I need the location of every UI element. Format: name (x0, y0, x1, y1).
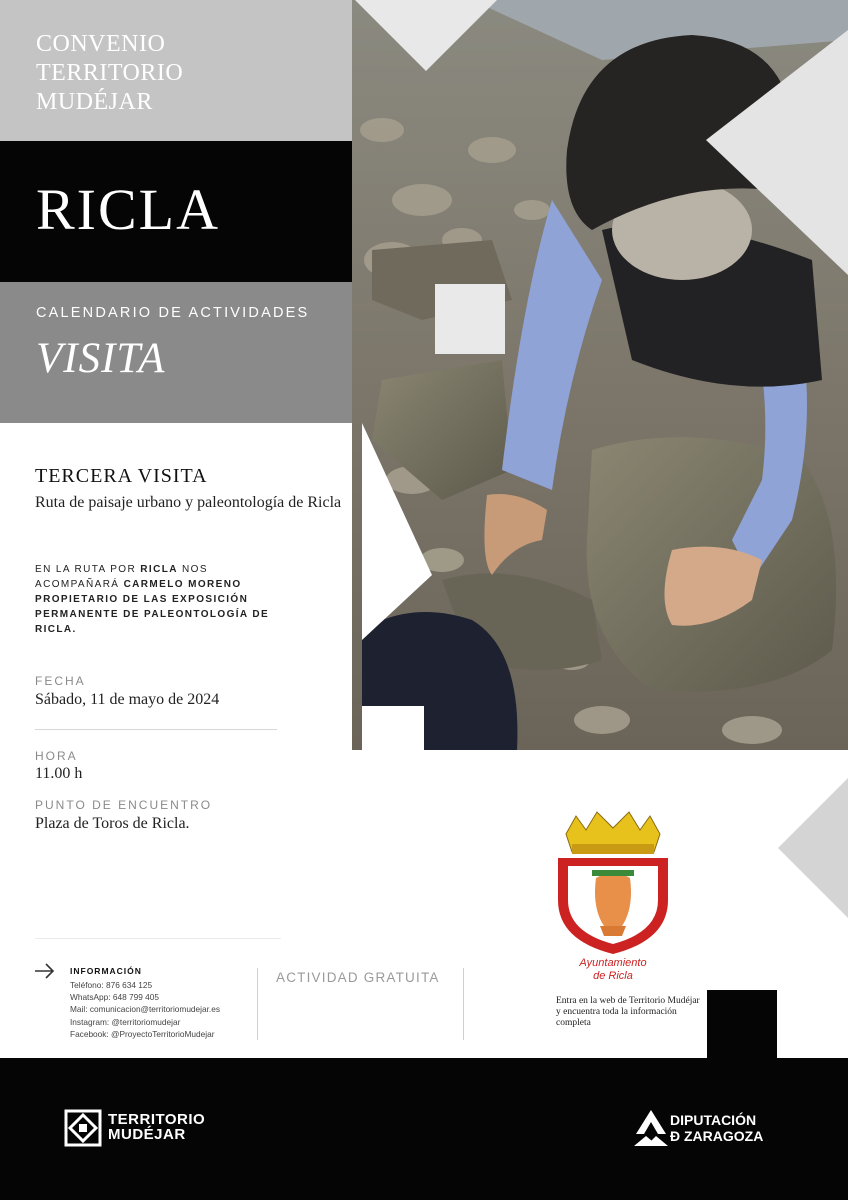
logo-line-1: TERRITORIO (108, 1111, 206, 1128)
calendar-notch (435, 284, 505, 354)
dz-line-1: DIPUTACIÓN (670, 1112, 757, 1128)
event-title: TERCERA VISITA (35, 465, 208, 487)
meeting-value: Plaza de Toros de Ricla. (35, 815, 190, 832)
time-label: HORA (35, 749, 78, 763)
date-value: Sábado, 11 de mayo de 2024 (35, 691, 220, 708)
free-activity-label: ACTIVIDAD GRATUITA (276, 970, 440, 985)
convenio-line-1: CONVENIO (36, 31, 166, 57)
divider (463, 968, 464, 1040)
desc-bold-1: RICLA (140, 564, 178, 575)
calendar-label: CALENDARIO DE ACTIVIDADES (36, 305, 310, 321)
dz-line-2: Ð ZARAGOZA (670, 1128, 764, 1144)
date-label: FECHA (35, 674, 86, 688)
info-whatsapp: WhatsApp: 648 799 405 (70, 992, 160, 1003)
info-instagram[interactable]: Instagram: @territoriomudejar (70, 1016, 181, 1027)
crest-caption (568, 957, 658, 983)
desc-bold-2: CARMELO MORENO PROPIETARIO DE LAS EXPOSICIÓN PERMANENTE DE PALEONTOLOGÍA DE RICLA. (35, 579, 270, 635)
info-facebook[interactable]: Facebook: @ProyectoTerritorioMudejar (70, 1028, 215, 1039)
town-title: RICLA (36, 177, 220, 242)
diputacion-logo-icon (632, 1108, 670, 1148)
arrow-right-icon (34, 963, 56, 979)
meeting-label: PUNTO DE ENCUENTRO (35, 798, 213, 812)
desc-part-2: NOS ACOMPAÑARÁ (35, 564, 208, 590)
qr-placeholder (707, 990, 777, 1060)
time-value: 11.00 h (35, 765, 83, 782)
event-route: Ruta de paisaje urbano y paleontología de Ricla (35, 494, 342, 511)
event-description (35, 562, 285, 637)
territorio-mudejar-logo (108, 1112, 205, 1142)
territorio-mudejar-logo-icon (64, 1109, 102, 1147)
town-crest (552, 808, 674, 958)
convenio-title (36, 30, 183, 117)
crest-caption-line-1: Ayuntamiento (579, 957, 647, 969)
diputacion-logo (670, 1112, 763, 1144)
divider (35, 729, 277, 730)
info-phone: Teléfono: 876 634 125 (70, 980, 153, 990)
web-note: Entra en la web de Territorio Mudéjar y encuentra toda la información completa (556, 996, 700, 1028)
convenio-line-3: MUDÉJAR (36, 89, 153, 115)
activity-type: VISITA (36, 335, 166, 382)
convenio-line-2: TERRITORIO (36, 60, 184, 86)
divider (257, 968, 258, 1040)
info-mail[interactable]: Mail: comunicacion@territoriomudejar.es (70, 1004, 220, 1015)
logo-line-2: MUDÉJAR (108, 1126, 186, 1143)
info-contacts (70, 979, 220, 1040)
desc-part-1: EN LA RUTA POR (35, 564, 141, 575)
crest-caption-line-2: de Ricla (593, 970, 633, 982)
info-title: INFORMACIÓN (70, 966, 142, 976)
divider (35, 938, 281, 939)
